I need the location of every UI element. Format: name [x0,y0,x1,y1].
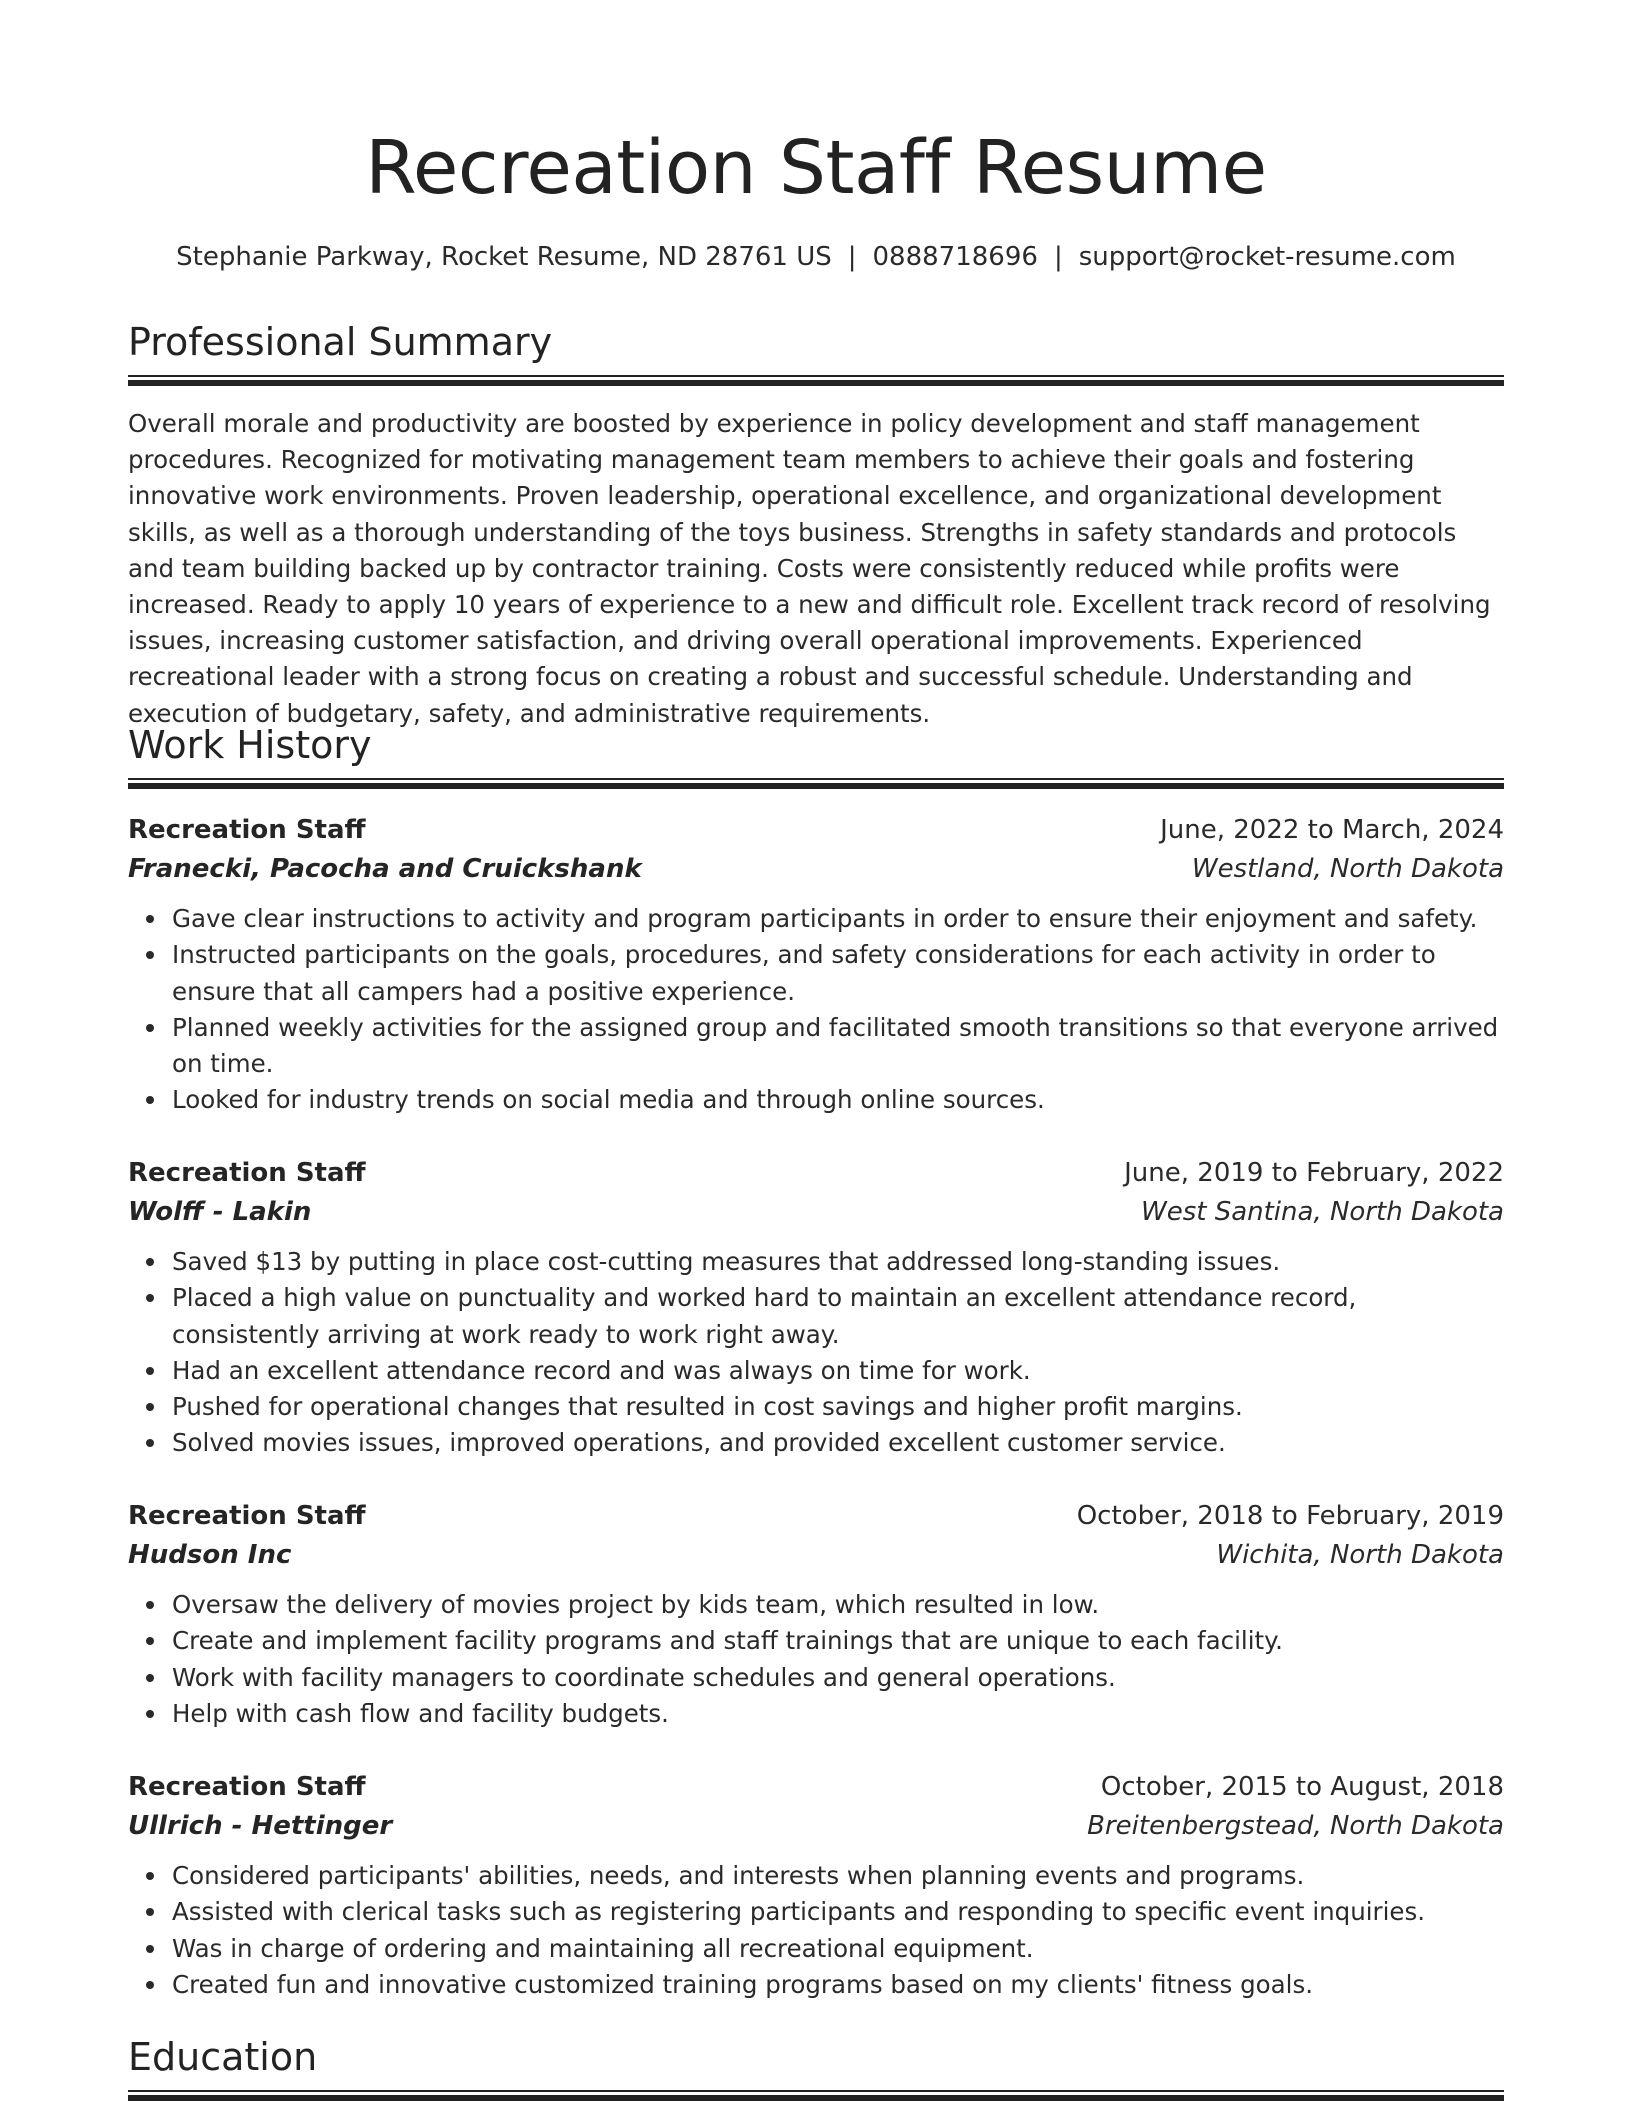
job-bullet: Planned weekly activities for the assigned group and facilitated smooth transitions so that everyone arrived on time. [172,1010,1504,1083]
job-bullet: Saved $13 by putting in place cost-cutting measures that addressed long-standing issues. [172,1244,1504,1280]
summary-paragraph: Overall morale and productivity are boosted by experience in policy development and staff management procedures. Recognized for motivating management team members to achieve their goals and fostering innovative work environments. Proven leadership, operational excellence, and organizational development skills, as well as a thorough understanding of the toys business. Strengths in safety standards and protocols and team building backed up by contractor training. Costs were consistently reduced while profits were increased. Ready to apply 10 years of experience to a new and difficult role. Excellent track record of resolving issues, increasing customer satisfaction, and driving overall operational improvements. Experienced recreational leader with a strong focus on creating a robust and successful schedule. Understanding and execution of budgetary, safety, and administrative requirements. [128,409,1491,728]
job-subheader [128,1536,1504,1575]
job-header [128,811,1504,850]
job-dates: June, 2022 to March, 2024 [1160,815,1504,845]
job-bullet: Pushed for operational changes that resulted in cost savings and higher profit margins. [172,1389,1504,1425]
job-subheader [128,1807,1504,1846]
section-heading-work-history: Work History [128,723,372,767]
job-title: Recreation Staff [128,1772,366,1802]
job-bullet: Created fun and innovative customized training programs based on my clients' fitness goals. [172,1967,1504,2003]
job-bullet: Assisted with clerical tasks such as registering participants and responding to specific event inquiries. [172,1894,1504,1930]
job-title: Recreation Staff [128,815,366,845]
job-location: West Santina, North Dakota [1140,1197,1504,1227]
job-dates: October, 2018 to February, 2019 [1076,1501,1504,1531]
contact-phone: 0888718696 [872,242,1038,272]
contact-address: Stephanie Parkway, Rocket Resume, ND 28761 US [176,242,832,272]
job-bullet-list [128,1587,1504,1732]
job-header [128,1154,1504,1193]
job-entry [128,1154,1504,1462]
job-bullet: Had an excellent attendance record and was always on time for work. [172,1353,1504,1389]
job-entry [128,1768,1504,2003]
job-bullet-list [128,901,1504,1119]
section-heading-summary: Professional Summary [128,320,553,364]
job-title: Recreation Staff [128,1501,366,1531]
contact-separator: | [1053,242,1063,272]
job-bullet: Was in charge of ordering and maintaining all recreational equipment. [172,1931,1504,1967]
job-location: Breitenbergstead, North Dakota [1087,1811,1504,1841]
job-bullet: Gave clear instructions to activity and program participants in order to ensure their enjoyment and safety. [172,901,1504,937]
job-bullet-list [128,1858,1504,2003]
job-header [128,1497,1504,1536]
job-entry [128,811,1504,1119]
job-location: Wichita, North Dakota [1216,1540,1504,1570]
job-dates: October, 2015 to August, 2018 [1100,1772,1504,1802]
job-subheader [128,850,1504,889]
job-bullet: Work with facility managers to coordinate schedules and general operations. [172,1660,1504,1696]
job-bullet: Placed a high value on punctuality and worked hard to maintain an excellent attendance record, consistently arriving at work ready to work right away. [172,1280,1504,1353]
job-company: Hudson Inc [128,1540,292,1570]
section-divider [128,778,1504,790]
job-bullet-list [128,1244,1504,1462]
job-bullet: Looked for industry trends on social media and through online sources. [172,1082,1504,1118]
job-bullet: Help with cash flow and facility budgets. [172,1696,1504,1732]
job-header [128,1768,1504,1807]
contact-line [128,237,1504,277]
job-bullet: Instructed participants on the goals, procedures, and safety considerations for each activity in order to ensure that all campers had a positive experience. [172,937,1504,1010]
job-dates: June, 2019 to February, 2022 [1124,1158,1504,1188]
job-company: Ullrich - Hettinger [128,1811,393,1841]
job-entry [128,1497,1504,1732]
resume-title: Recreation Staff Resume [365,125,1267,211]
section-divider [128,2090,1504,2102]
section-divider [128,375,1504,387]
job-title: Recreation Staff [128,1158,366,1188]
job-subheader [128,1193,1504,1232]
contact-separator: | [847,242,857,272]
job-company: Franecki, Pacocha and Cruickshank [128,854,642,884]
resume-page [128,0,1504,2112]
job-location: Westland, North Dakota [1191,854,1504,884]
job-bullet: Oversaw the delivery of movies project by kids team, which resulted in low. [172,1587,1504,1623]
job-company: Wolff - Lakin [128,1197,312,1227]
job-bullet: Solved movies issues, improved operations, and provided excellent customer service. [172,1425,1504,1461]
section-heading-education: Education [128,2035,318,2079]
job-bullet: Considered participants' abilities, needs, and interests when planning events and programs. [172,1858,1504,1894]
contact-email: support@rocket-resume.com [1078,242,1456,272]
job-bullet: Create and implement facility programs and staff trainings that are unique to each facility. [172,1623,1504,1659]
